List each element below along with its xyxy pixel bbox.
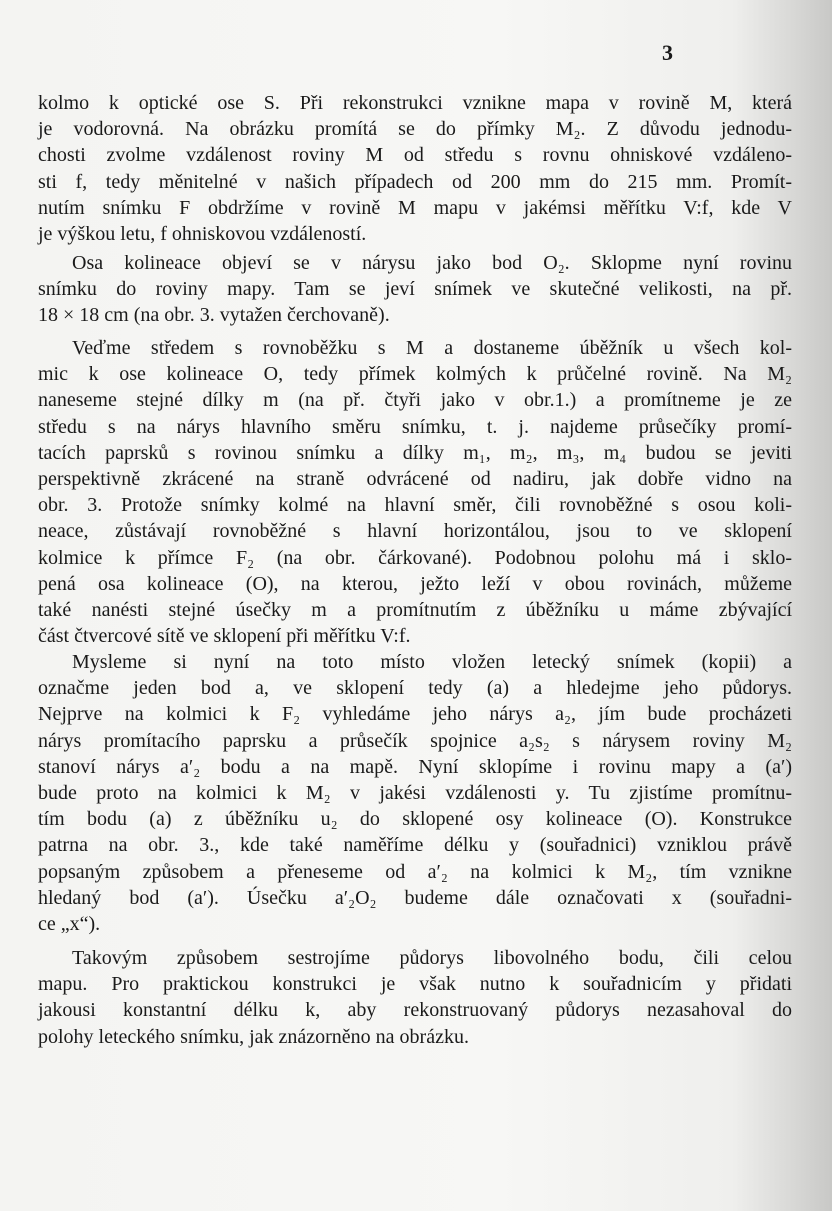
text-line: Nejprve na kolmici k F₂ vyhledáme jeho nárys a₂, jím bude procházeti — [38, 703, 792, 726]
text-line: popsaným způsobem a přeneseme od a′₂ na kolmici k M₂, tím vznikne — [38, 860, 792, 883]
text-line: Osa kolineace objeví se v nárysu jako bod O₂. Sklopme nyní rovinu — [72, 252, 792, 274]
text-line: Mysleme si nyní na toto místo vložen letecký snímek (kopii) a — [72, 651, 792, 673]
text-line: hledaný bod (a′). Úsečku a′₂O₂ budeme dále označovati x (souřadni- — [38, 886, 792, 909]
text-line: Takovým způsobem sestrojíme půdorys libovolného bodu, čili celou — [72, 947, 792, 969]
text-line: naneseme stejné dílky m (na př. čtyři jako v obr.1.) a promítneme je ze — [38, 389, 792, 412]
text-line: polohy leteckého snímku, jak znázorněno na obrázku. — [38, 1025, 469, 1048]
text-line: bude proto na kolmici k M₂ v jakési vzdálenosti y. Tu zjistíme promítnu- — [38, 781, 792, 804]
text-line: neace, zůstávají rovnoběžné s hlavní horizontálou, jsou to ve sklopení — [38, 520, 792, 543]
text-line: část čtvercové sítě ve sklopení při měřítku V:f. — [38, 625, 411, 648]
text-line: středu s na nárys hlavního směru snímku, t. j. najdeme průsečíky promí- — [38, 415, 792, 438]
text-line: také nanésti stejné úsečky m a promítnutím z úběžníku u máme zbývající — [38, 598, 792, 621]
text-line: ce „x“). — [38, 912, 101, 935]
text-line: pená osa kolineace (O), na kterou, ježto leží v obou rovinách, můžeme — [38, 572, 792, 595]
text-line: 18 × 18 cm (na obr. 3. vytažen čerchovaně). — [38, 304, 390, 327]
text-line: chosti zvolme vzdálenost roviny M od středu s rovnu ohniskové vzdáleno- — [38, 144, 792, 167]
text-line: je výškou letu, f ohniskovou vzdáleností. — [38, 222, 367, 245]
paragraph — [38, 649, 792, 937]
text-line: sti f, tedy měnitelné v našich případech od 200 mm do 215 mm. Promít- — [38, 170, 792, 193]
text-line: nárys promítacího paprsku a průsečík spojnice a₂s₂ s nárysem roviny M₂ — [38, 729, 792, 752]
text-line: označme jeden bod a, ve sklopení tedy (a) a hledejme jeho půdorys. — [38, 677, 792, 700]
text-line: tím bodu (a) z úběžníku u₂ do sklopené osy kolineace (O). Konstrukce — [38, 808, 792, 831]
text-line: obr. 3. Protože snímky kolmé na hlavní směr, čili rovnoběžné s osou koli- — [38, 494, 792, 517]
paragraph — [38, 90, 792, 247]
text-line: stanoví nárys a′₂ bodu a na mapě. Nyní sklopíme i rovinu mapy a (a′) — [38, 755, 792, 778]
text-line: jakousi konstantní délku k, aby rekonstruovaný půdorys nezasahoval do — [38, 999, 792, 1022]
paragraph — [38, 335, 792, 649]
text-line: tacích paprsků s rovinou snímku a dílky m₁, m₂, m₃, m₄ budou se jeviti — [38, 441, 792, 464]
text-line: patrna na obr. 3., kde také naměříme délku y (souřadnici) vzniklou právě — [38, 834, 792, 857]
text-line: mapu. Pro praktickou konstrukci je však nutno k souřadnicím y přidati — [38, 973, 792, 996]
text-line: kolmice k přímce F₂ (na obr. čárkované). Podobnou polohu má i sklo- — [38, 546, 792, 569]
text-line: kolmo k optické ose S. Při rekonstrukci vznikne mapa v rovině M, která — [38, 92, 792, 114]
page-number: 3 — [662, 40, 673, 65]
text-line: nutím snímku F obdržíme v rovině M mapu v jakémsi měřítku V:f, kde V — [38, 196, 792, 219]
text-line: snímku do roviny mapy. Tam se jeví snímek ve skutečné velikosti, na př. — [38, 278, 792, 301]
paragraph — [38, 945, 792, 1050]
text-line: mic k ose kolineace O, tedy přímek kolmých k průčelné rovině. Na M₂ — [38, 363, 792, 386]
text-line: je vodorovná. Na obrázku promítá se do přímky M₂. Z důvodu jednodu- — [38, 118, 792, 141]
text-line: perspektivně zkrácené na straně odvrácené od nadiru, jak dobře vidno na — [38, 467, 792, 490]
paragraph — [38, 250, 792, 329]
text-line: Veďme středem s rovnoběžku s M a dostaneme úběžník u všech kol- — [72, 337, 792, 359]
